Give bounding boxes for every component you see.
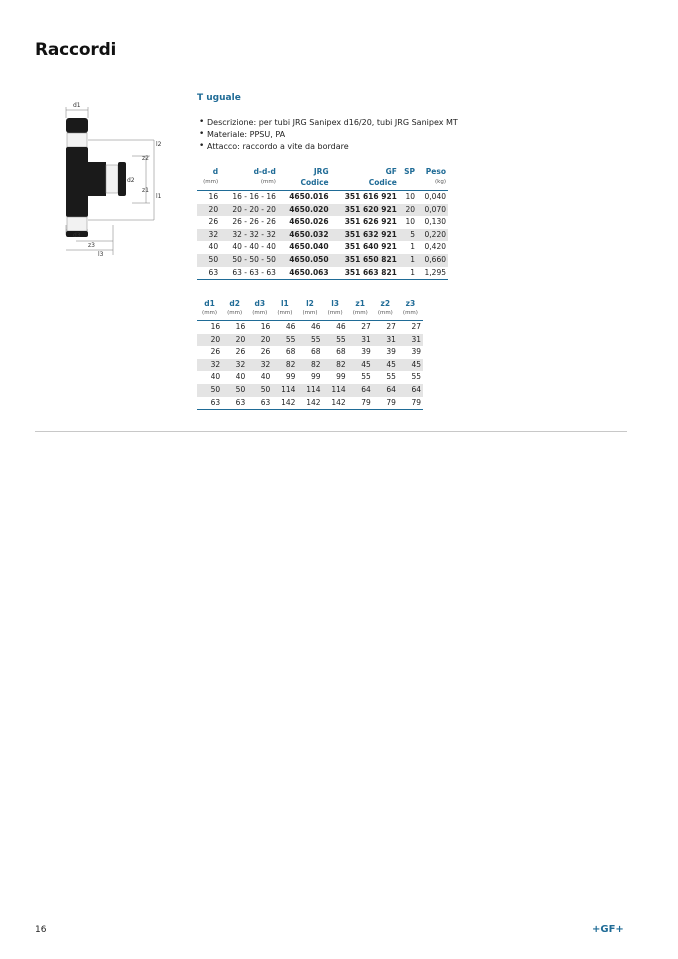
cell-d3: 63 <box>247 397 272 410</box>
cell-d2: 26 <box>235 347 246 357</box>
cell-ddd: 32 - 32 - 32 <box>220 229 278 242</box>
col-header-d: d <box>212 167 219 176</box>
page-title: Raccordi <box>35 40 117 60</box>
cell-z2: 39 <box>386 347 396 357</box>
cell-z2: 64 <box>373 384 398 397</box>
cell-jrg-code: 4650.063 <box>278 267 331 280</box>
table-row <box>197 397 423 410</box>
drawing-label-d1: d1 <box>73 102 81 109</box>
cell-l3: 46 <box>336 322 346 331</box>
gf-logo: +GF+ <box>592 924 624 935</box>
drawing-label-z2: z2 <box>142 155 149 162</box>
cell-l2: 68 <box>311 347 321 357</box>
unit-d3: (mm) <box>247 309 272 321</box>
cell-l2: 55 <box>297 334 322 347</box>
table-row <box>197 254 448 267</box>
cell-z1: 64 <box>348 384 373 397</box>
table-row <box>197 241 448 254</box>
unit-d2: (mm) <box>222 309 247 321</box>
col-header-l3: l3 <box>331 299 339 308</box>
col-header-peso: Peso <box>425 167 446 176</box>
col-header-ddd: d-d-d <box>253 167 276 176</box>
cell-ddd: 26 - 26 - 26 <box>232 217 276 227</box>
cell-z1: 31 <box>348 334 373 347</box>
cell-d: 50 <box>197 254 220 267</box>
table-row <box>197 384 423 397</box>
cell-jrg-code: 4650.016 <box>289 192 329 201</box>
col-header-z1: z1 <box>355 299 365 308</box>
cell-l2: 99 <box>311 372 321 382</box>
cell-l1: 82 <box>272 359 297 372</box>
table-row <box>197 334 423 347</box>
cell-sp: 5 <box>399 229 417 242</box>
unit-l2: (mm) <box>297 309 322 321</box>
cell-sp: 10 <box>405 217 415 227</box>
col-header-l2: l2 <box>306 299 314 308</box>
cell-d3: 32 <box>247 359 272 372</box>
cell-d1: 16 <box>210 322 221 331</box>
cell-gf-code: 351 620 921 <box>331 204 399 217</box>
cell-d1: 63 <box>197 397 222 410</box>
drawing-label-z1: z1 <box>142 187 149 194</box>
table-row <box>197 346 423 359</box>
cell-l1: 46 <box>285 322 296 331</box>
article-table-body <box>197 191 448 280</box>
drawing-label-d2: d2 <box>127 177 135 184</box>
cell-l3: 55 <box>323 334 348 347</box>
tee-fitting-drawing <box>58 100 168 265</box>
cell-d3: 26 <box>260 347 271 357</box>
cell-peso: 0,070 <box>417 204 448 217</box>
cell-d: 40 <box>208 242 219 252</box>
cell-d3: 50 <box>247 384 272 397</box>
product-features <box>199 117 458 153</box>
cell-l1: 99 <box>285 372 296 382</box>
cell-ddd: 50 - 50 - 50 <box>220 254 278 267</box>
unit-z3: (mm) <box>398 309 423 321</box>
cell-gf-code: 351 632 921 <box>331 229 399 242</box>
unit-l1: (mm) <box>272 309 297 321</box>
cell-l3: 99 <box>336 372 346 382</box>
cell-d1: 20 <box>197 334 222 347</box>
drawing-label-d3: d3 <box>73 232 81 239</box>
cell-z2: 55 <box>386 372 396 382</box>
cell-d: 63 <box>197 267 220 280</box>
drawing-label-l2: l2 <box>156 141 162 148</box>
cell-ddd: 16 - 16 - 16 <box>232 192 276 201</box>
feature-connection: • Attacco: raccordo a vite da bordare <box>199 141 458 153</box>
cell-z2: 79 <box>373 397 398 410</box>
cell-d2: 16 <box>235 322 246 331</box>
table-row <box>197 267 448 280</box>
product-title: T uguale <box>197 93 241 103</box>
cell-z3: 39 <box>411 347 421 357</box>
cell-peso: 0,040 <box>424 192 446 201</box>
cell-jrg-code: 4650.026 <box>289 217 329 227</box>
col-header-gf-sub: Codice <box>331 177 399 191</box>
cell-l1: 142 <box>272 397 297 410</box>
cell-d1: 26 <box>210 347 221 357</box>
cell-ddd: 20 - 20 - 20 <box>220 204 278 217</box>
cell-jrg-code: 4650.050 <box>278 254 331 267</box>
col-header-gf: GF <box>385 167 397 176</box>
cell-gf-code: 351 640 921 <box>344 242 397 252</box>
cell-l3: 142 <box>323 397 348 410</box>
col-header-d1: d1 <box>204 299 215 308</box>
page-number: 16 <box>35 925 47 935</box>
cell-d2: 50 <box>222 384 247 397</box>
unit-d1: (mm) <box>197 309 222 321</box>
cell-z2: 27 <box>386 322 396 331</box>
cell-peso: 0,220 <box>417 229 448 242</box>
unit-l3: (mm) <box>323 309 348 321</box>
cell-jrg-code: 4650.040 <box>289 242 329 252</box>
col-header-l1: l1 <box>280 299 289 308</box>
col-header-z2: z2 <box>380 299 391 308</box>
cell-z3: 27 <box>411 322 421 331</box>
cell-l2: 82 <box>297 359 322 372</box>
table-row <box>197 204 448 217</box>
unit-sp <box>399 177 417 191</box>
col-header-z3: z3 <box>405 299 416 308</box>
cell-sp: 1 <box>399 267 417 280</box>
cell-z1: 39 <box>361 347 371 357</box>
cell-jrg-code: 4650.020 <box>278 204 331 217</box>
cell-gf-code: 351 616 921 <box>344 192 397 201</box>
unit-ddd: (mm) <box>220 177 278 191</box>
cell-l2: 142 <box>297 397 322 410</box>
table-row <box>197 229 448 242</box>
cell-d1: 32 <box>197 359 222 372</box>
cell-d2: 63 <box>222 397 247 410</box>
cell-l3: 114 <box>323 384 348 397</box>
article-table <box>197 166 448 280</box>
col-header-d2: d2 <box>229 299 240 308</box>
cell-z1: 79 <box>348 397 373 410</box>
cell-l3: 68 <box>336 347 346 357</box>
cell-gf-code: 351 650 821 <box>331 254 399 267</box>
drawing-label-z3: z3 <box>88 242 95 249</box>
cell-l1: 55 <box>272 334 297 347</box>
cell-z3: 45 <box>398 359 423 372</box>
cell-d1: 40 <box>210 372 221 382</box>
cell-peso: 0,130 <box>424 217 446 227</box>
dimension-table-body <box>197 321 423 410</box>
unit-z1: (mm) <box>348 309 373 321</box>
cell-d3: 40 <box>260 372 271 382</box>
cell-d2: 32 <box>222 359 247 372</box>
divider <box>35 431 627 432</box>
cell-z3: 64 <box>398 384 423 397</box>
cell-z2: 31 <box>373 334 398 347</box>
cell-z1: 27 <box>361 322 371 331</box>
cell-ddd: 40 - 40 - 40 <box>232 242 276 252</box>
cell-z3: 79 <box>398 397 423 410</box>
cell-peso: 0,420 <box>424 242 446 252</box>
cell-z2: 45 <box>373 359 398 372</box>
cell-gf-code: 351 626 921 <box>344 217 397 227</box>
cell-d: 26 <box>208 217 219 227</box>
cell-jrg-code: 4650.032 <box>278 229 331 242</box>
cell-d1: 50 <box>197 384 222 397</box>
cell-z3: 31 <box>398 334 423 347</box>
table-row <box>197 359 423 372</box>
cell-d: 20 <box>197 204 220 217</box>
cell-d: 32 <box>197 229 220 242</box>
cell-z1: 45 <box>348 359 373 372</box>
table-row <box>197 321 423 334</box>
unit-peso: (kg) <box>417 177 448 191</box>
cell-d: 16 <box>208 192 219 201</box>
cell-d3: 16 <box>260 322 271 331</box>
cell-peso: 0,660 <box>417 254 448 267</box>
cell-z3: 55 <box>411 372 421 382</box>
cell-l2: 114 <box>297 384 322 397</box>
dimension-table <box>197 298 423 410</box>
table-row <box>197 191 448 204</box>
cell-sp: 10 <box>405 192 415 201</box>
col-header-jrg-sub: Codice <box>278 177 331 191</box>
col-header-d3: d3 <box>254 299 266 308</box>
cell-l1: 114 <box>272 384 297 397</box>
feature-material: • Materiale: PPSU, PA <box>199 129 458 141</box>
col-header-jrg: JRG <box>313 167 329 176</box>
table-row <box>197 216 448 229</box>
feature-description: • Descrizione: per tubi JRG Sanipex d16/20, tubi JRG Sanipex MT <box>199 117 458 129</box>
table-row <box>197 371 423 384</box>
cell-peso: 1,295 <box>417 267 448 280</box>
cell-d2: 20 <box>222 334 247 347</box>
unit-d: (mm) <box>197 177 220 191</box>
unit-z2: (mm) <box>373 309 398 321</box>
cell-sp: 1 <box>399 254 417 267</box>
cell-sp: 20 <box>399 204 417 217</box>
cell-d2: 40 <box>235 372 246 382</box>
cell-z1: 55 <box>361 372 371 382</box>
drawing-label-l3: l3 <box>98 251 104 258</box>
cell-gf-code: 351 663 821 <box>331 267 399 280</box>
drawing-label-l1: l1 <box>156 193 162 200</box>
cell-ddd: 63 - 63 - 63 <box>220 267 278 280</box>
cell-l2: 46 <box>311 322 321 331</box>
col-header-sp: SP <box>404 167 415 176</box>
cell-d3: 20 <box>247 334 272 347</box>
cell-sp: 1 <box>410 242 415 252</box>
cell-l1: 68 <box>285 347 296 357</box>
cell-l3: 82 <box>323 359 348 372</box>
